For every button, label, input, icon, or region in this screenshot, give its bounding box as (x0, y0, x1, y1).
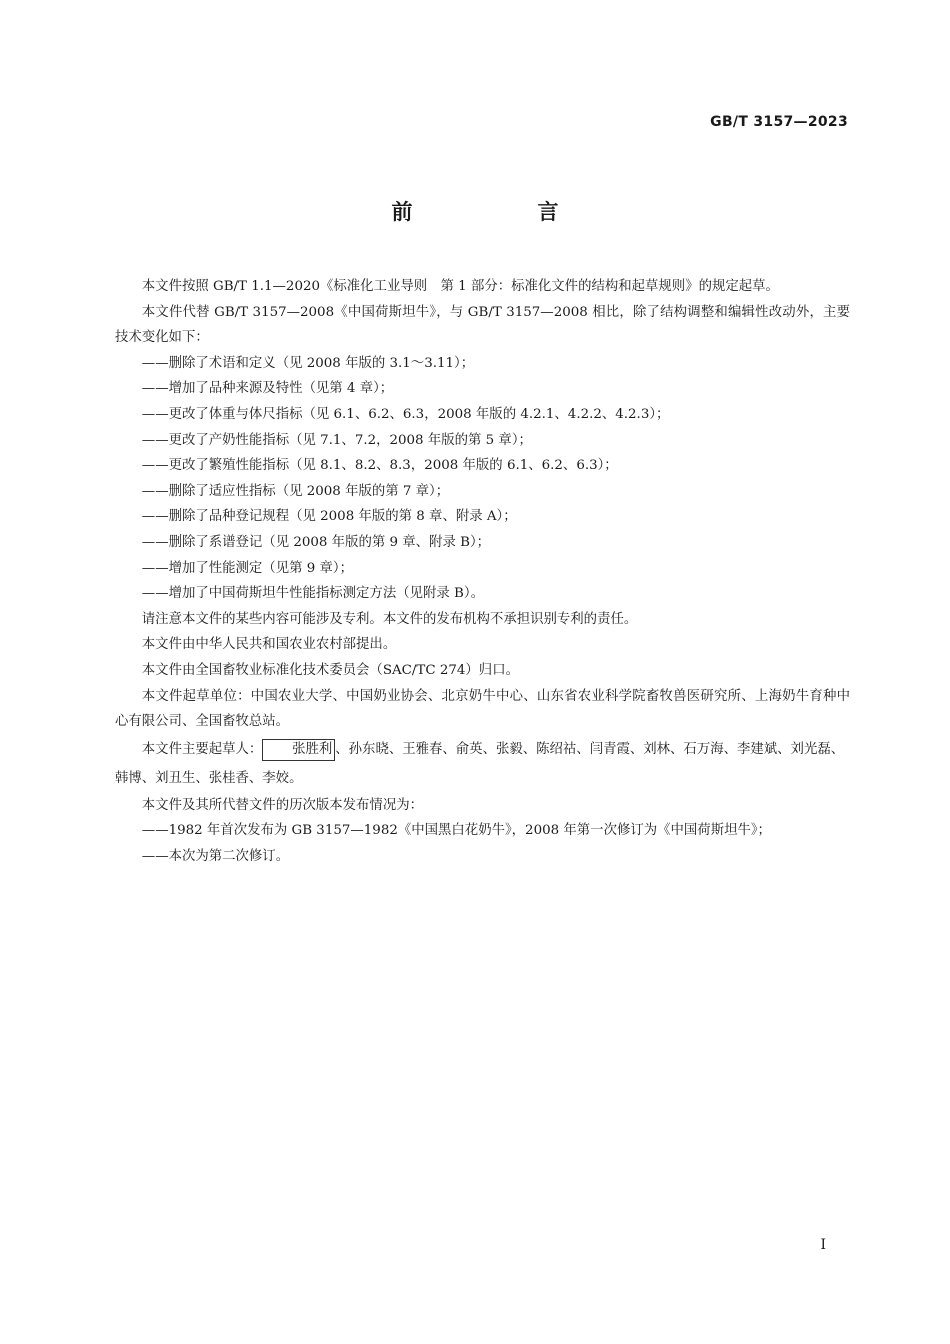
paragraph-drafting-basis: 本文件按照 GB/T 1.1—2020《标准化工业导则 第 1 部分：标准化文件的结构和起草规则》的规定起草。 (141, 279, 779, 294)
paragraph-proposer: 本文件由中华人民共和国农业农村部提出。 (141, 637, 397, 653)
paragraph-patent-notice: 请注意本文件的某些内容可能涉及专利。本文件的发布机构不承担识别专利的责任。 (141, 611, 638, 627)
page-number: I (820, 1237, 826, 1253)
list-item: —— 删除了系谱登记（见 2008 年版的第 9 章、附录 B）； (115, 530, 850, 556)
list-item: —— 增加了品种来源及特性（见第 4 章）； (115, 376, 850, 402)
boxed-drafter-name: 张胜利 (262, 739, 335, 761)
list-item: —— 本次为第二次修订。 (115, 844, 850, 870)
paragraph-administrator: 本文件由全国畜牧业标准化技术委员会（SAC/TC 274）归口。 (141, 662, 519, 678)
page-title: 前 言 (391, 200, 611, 224)
list-item: —— 增加了性能测定（见第 9 章）； (115, 556, 850, 582)
changes-list (115, 351, 850, 607)
drafters-rest: 、孙东晓、王雅春、俞英、张毅、陈绍祜、闫青霞、刘林、石万海、李建斌、刘光磊、韩博、刘丑生、张桂香、李姣。 (115, 741, 845, 786)
drafters-prefix: 本文件主要起草人： (141, 741, 263, 757)
list-item: —— 删除了品种登记规程（见 2008 年版的第 8 章、附录 A）； (115, 504, 850, 530)
list-item: —— 更改了产奶性能指标（见 7.1、7.2，2008 年版的第 5 章）； (115, 428, 850, 454)
list-item: —— 删除了适应性指标（见 2008 年版的第 7 章）； (115, 479, 850, 505)
list-item: —— 更改了体重与体尺指标（见 6.1、6.2、6.3，2008 年版的 4.2.1、4.2.2、4.2.3）； (115, 402, 850, 428)
document-body (115, 274, 850, 869)
paragraph-replacement: 本文件代替 GB/T 3157—2008《中国荷斯坦牛》，与 GB/T 3157—2008 相比，除了结构调整和编辑性改动外，主要技术变化如下： (115, 304, 850, 346)
paragraph-drafting-units: 本文件起草单位：中国农业大学、中国奶业协会、北京奶牛中心、山东省农业科学院畜牧兽医研究所、上海奶牛育种中心有限公司、全国畜牧总站。 (115, 688, 850, 730)
list-item: —— 增加了中国荷斯坦牛性能指标测定方法（见附录 B）。 (115, 581, 850, 607)
paragraph-history-intro: 本文件及其所代替文件的历次版本发布情况为： (141, 797, 423, 813)
list-item: —— 更改了繁殖性能指标（见 8.1、8.2、8.3，2008 年版的 6.1、6.2、6.3）； (115, 453, 850, 479)
standard-code: GB/T 3157—2023 (710, 114, 848, 130)
paragraph-drafters (115, 735, 850, 793)
list-item: —— 1982 年首次发布为 GB 3157—1982《中国黑白花奶牛》，2008 年第一次修订为《中国荷斯坦牛》； (115, 818, 850, 844)
list-item: —— 删除了术语和定义（见 2008 年版的 3.1～3.11）； (115, 351, 850, 377)
history-list (115, 818, 850, 869)
